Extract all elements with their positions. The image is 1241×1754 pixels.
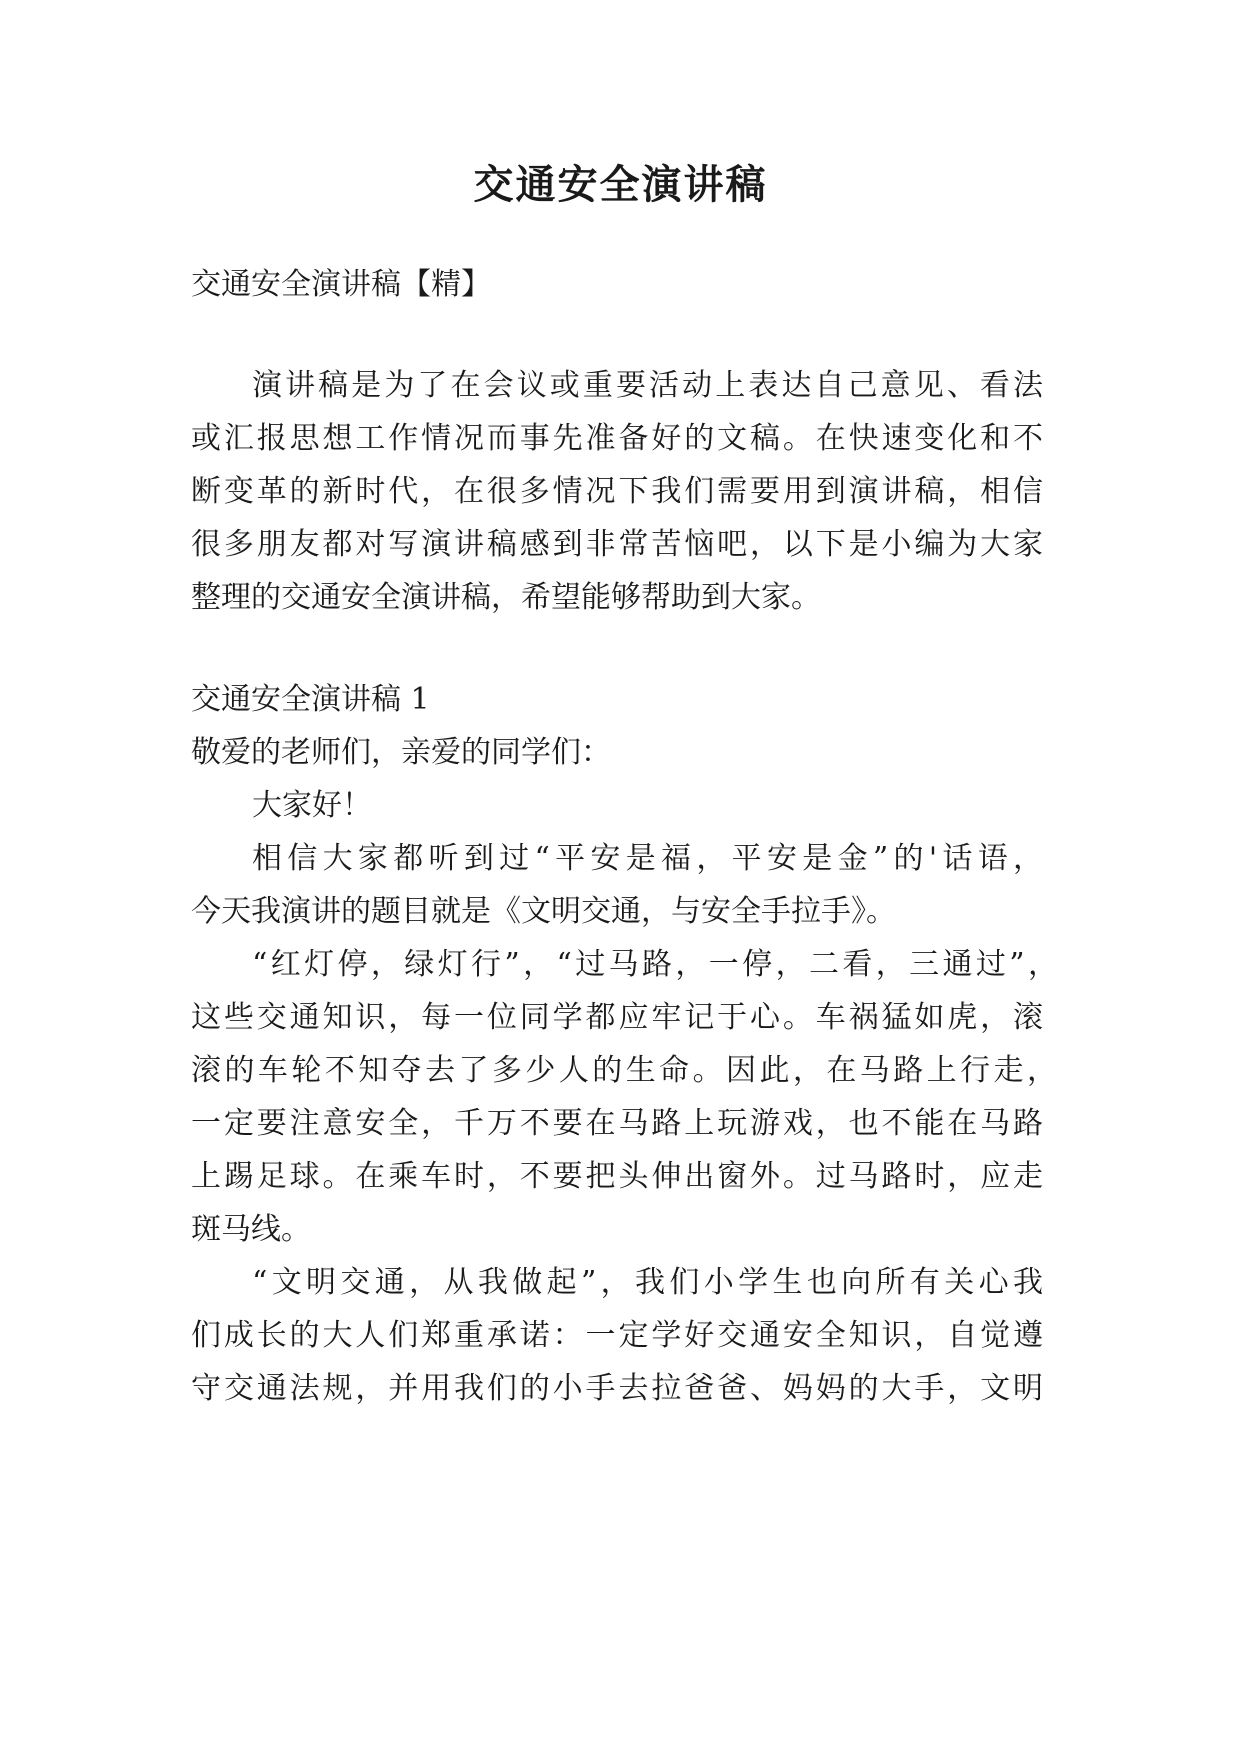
intro-line: 断变革的新时代，在很多情况下我们需要用到演讲稿，相信: [191, 474, 1043, 509]
paragraph-line: 们成长的大人们郑重承诺：一定学好交通安全知识，自觉遵: [191, 1318, 1043, 1353]
intro-line: 整理的交通安全演讲稿，希望能够帮助到大家。: [191, 580, 821, 615]
paragraph-line: 相信大家都听到过“平安是福，平安是金”的'话语，: [252, 841, 1043, 876]
paragraph-line: 斑马线。: [191, 1212, 311, 1247]
intro-line: 演讲稿是为了在会议或重要活动上表达自己意见、看法: [252, 368, 1043, 403]
salutation: 敬爱的老师们，亲爱的同学们：: [191, 735, 611, 770]
document-subtitle: 交通安全演讲稿【精】: [191, 267, 491, 302]
paragraph-line: 这些交通知识，每一位同学都应牢记于心。车祸猛如虎，滚: [191, 1000, 1043, 1035]
intro-line: 或汇报思想工作情况而事先准备好的文稿。在快速变化和不: [191, 421, 1043, 456]
paragraph-line: “文明交通，从我做起”，我们小学生也向所有关心我: [252, 1265, 1043, 1300]
intro-line: 很多朋友都对写演讲稿感到非常苦恼吧，以下是小编为大家: [191, 527, 1043, 562]
paragraph-line: 一定要注意安全，千万不要在马路上玩游戏，也不能在马路: [191, 1106, 1043, 1141]
paragraph-line: “红灯停，绿灯行”，“过马路，一停，二看，三通过”，: [252, 947, 1058, 982]
paragraph-line: 滚的车轮不知夺去了多少人的生命。因此，在马路上行走，: [191, 1053, 1057, 1088]
document-title: 交通安全演讲稿: [473, 161, 768, 208]
greeting: 大家好！: [252, 788, 372, 823]
paragraph-line: 今天我演讲的题目就是《文明交通，与安全手拉手》。: [191, 894, 896, 929]
section-heading: 交通安全演讲稿 1: [191, 682, 430, 717]
paragraph-line: 守交通法规，并用我们的小手去拉爸爸、妈妈的大手，文明: [191, 1371, 1043, 1406]
paragraph-line: 上踢足球。在乘车时，不要把头伸出窗外。过马路时，应走: [191, 1159, 1043, 1194]
